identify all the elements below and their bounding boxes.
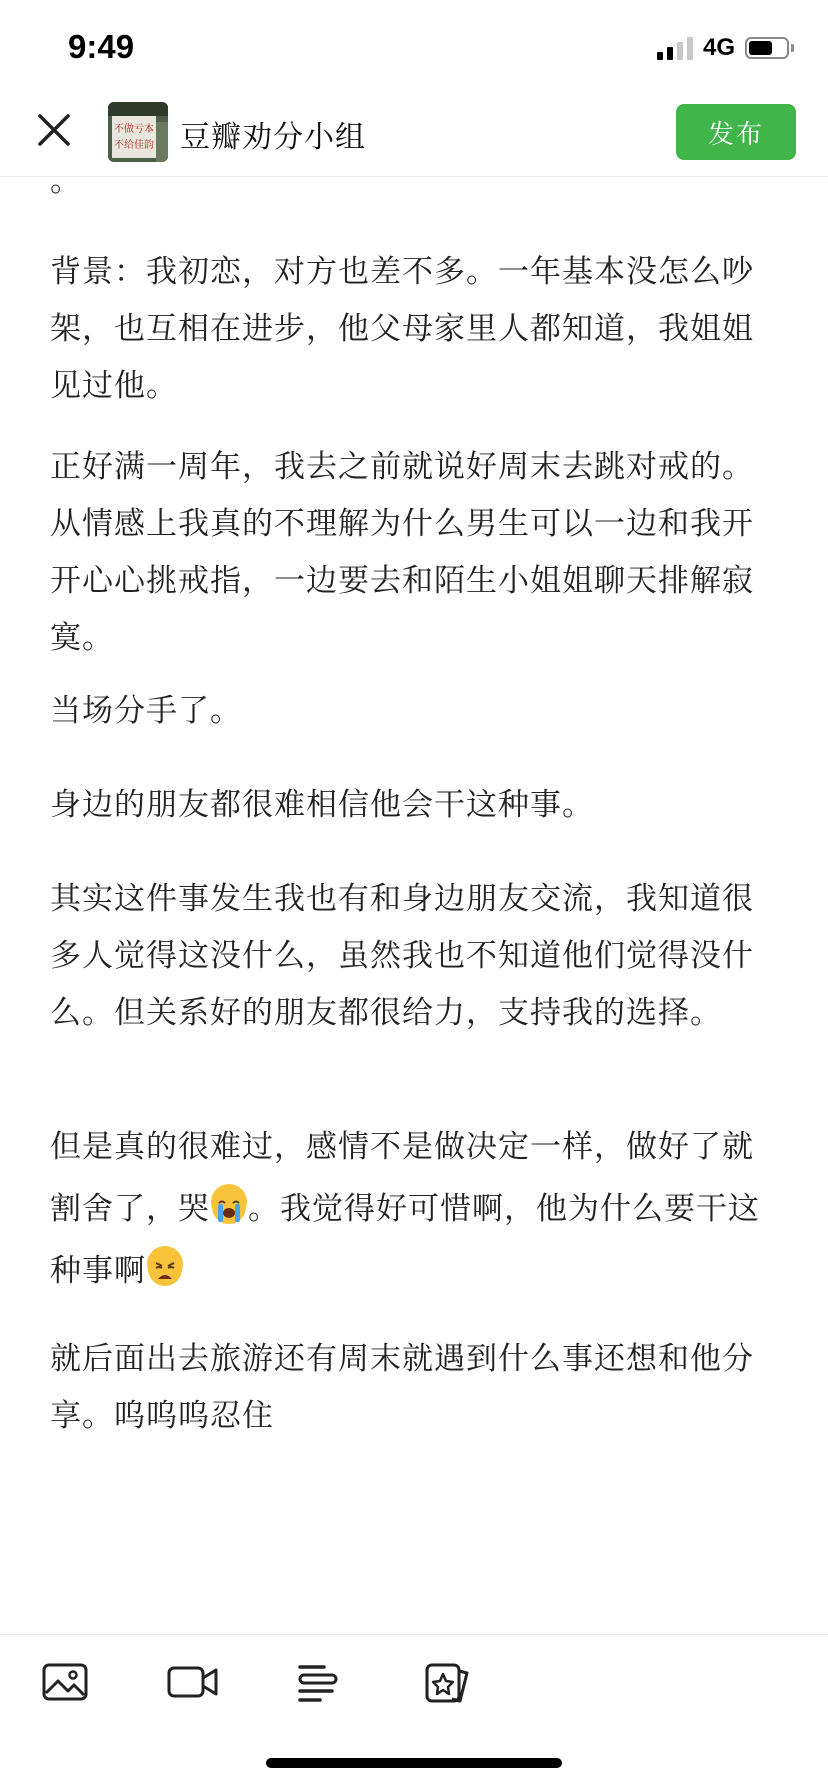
- compose-header: [0, 98, 828, 177]
- insert-image-button[interactable]: [40, 1657, 90, 1707]
- post-paragraph-5: 其实这件事发生我也有和身边朋友交流，我知道很多人觉得这没什么，虽然我也不知道他们觉得没什么。但关系好的朋友都很给力，支持我的选择。: [50, 881, 754, 1031]
- loudly-crying-emoji-icon: [211, 1184, 247, 1220]
- video-icon: [166, 1657, 220, 1707]
- post-paragraph-6: [50, 1116, 780, 1302]
- close-icon: [34, 110, 74, 150]
- insert-video-button[interactable]: [166, 1657, 220, 1707]
- post-paragraph-4: 身边的朋友都很难相信他会干这种事。: [50, 787, 594, 823]
- close-button[interactable]: [34, 110, 74, 150]
- group-avatar-image: [108, 102, 168, 162]
- avatar-sign-line1: 不做亏本: [114, 124, 154, 135]
- post-paragraph-6-part1: 但是真的很难过，感情不是做决定一样，做好了就割舍了，哭: [50, 1129, 754, 1227]
- text-format-button[interactable]: [294, 1657, 344, 1707]
- insert-sticker-button[interactable]: [422, 1657, 472, 1707]
- avatar-sign-line2: 不给佳韵: [114, 140, 154, 151]
- status-bar: [0, 0, 828, 98]
- home-indicator[interactable]: [266, 1758, 562, 1768]
- weary-face-emoji-icon: [147, 1246, 183, 1282]
- status-indicators: [657, 34, 794, 62]
- post-fragment-top: 。: [50, 177, 82, 199]
- battery-icon: [745, 37, 789, 59]
- image-icon: [40, 1657, 90, 1707]
- post-paragraph-1: 背景：我初恋，对方也差不多。一年基本没怎么吵架，也互相在进步，他父母家里人都知道，我姐姐见过他。: [50, 254, 754, 404]
- status-time: 9:49: [68, 28, 135, 65]
- signal-icon: [657, 36, 693, 60]
- post-body-editor[interactable]: [0, 177, 828, 1633]
- network-type: 4G: [702, 34, 735, 61]
- post-paragraph-2: 正好满一周年，我去之前就说好周末去跳对戒的。从情感上我真的不理解为什么男生可以一边和我开开心心挑戒指，一边要去和陌生小姐姐聊天排解寂寞。: [50, 449, 754, 656]
- post-paragraph-7: 就后面出去旅游还有周末就遇到什么事还想和他分享。呜呜呜忍住: [50, 1341, 754, 1434]
- group-name[interactable]: 豆瓣劝分小组: [180, 120, 366, 155]
- battery-tip: [791, 44, 794, 52]
- bottom-toolbar: [0, 1634, 828, 1731]
- post-paragraph-6-part2: 。我觉得好可惜啊，他为什么要干这种事啊: [50, 1191, 760, 1289]
- text-format-icon: [294, 1657, 344, 1707]
- post-paragraph-3: 当场分手了。: [50, 693, 242, 729]
- group-avatar[interactable]: [108, 102, 168, 162]
- sticker-icon: [422, 1657, 472, 1707]
- publish-button[interactable]: 发布: [676, 104, 796, 160]
